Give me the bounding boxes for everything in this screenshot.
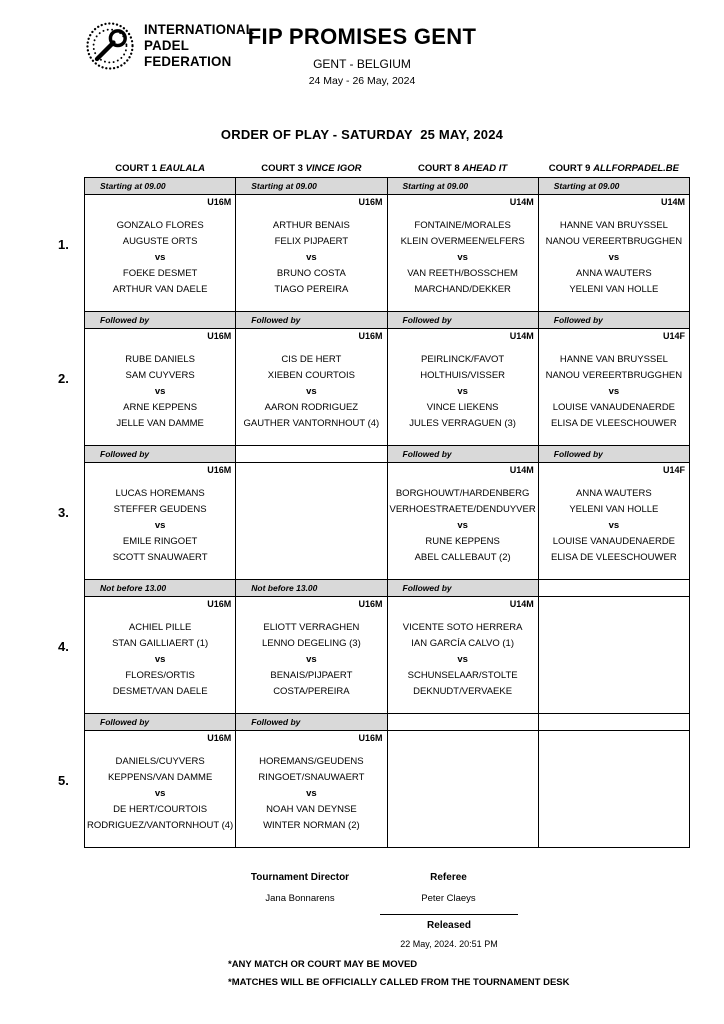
- footer-notes: [228, 956, 569, 992]
- court-header-court-8: [388, 163, 538, 174]
- player-name: RINGOET/SNAUWAERT: [258, 772, 365, 783]
- time-strip: [236, 312, 386, 328]
- player-name: SCOTT SNAUWAERT: [112, 552, 208, 563]
- player-name: NANOU VEREERTBRUGGHEN: [545, 236, 683, 247]
- match-cell: [85, 597, 235, 713]
- vs-label: vs: [154, 386, 166, 397]
- time-strip: [388, 714, 538, 730]
- court-header-court-9: [539, 163, 689, 174]
- player-name: TIAGO PEREIRA: [274, 284, 349, 295]
- match-cell: [388, 329, 538, 445]
- time-strip-label: Followed by: [402, 449, 452, 459]
- document-footer: [0, 872, 724, 1022]
- player-name: EMILE RINGOET: [122, 536, 198, 547]
- time-strip-label: Starting at 09.00: [553, 181, 620, 191]
- vs-label: vs: [154, 654, 166, 665]
- player-name: CIS DE HERT: [281, 354, 342, 365]
- time-strip-label: Followed by: [402, 583, 452, 593]
- vs-label: vs: [154, 252, 166, 263]
- player-name: BRUNO COSTA: [276, 268, 346, 279]
- category-label: U16M: [207, 599, 232, 609]
- round-number: 5.: [58, 772, 69, 788]
- match-cell: [236, 597, 386, 713]
- tournament-location: GENT - BELGIUM: [313, 57, 411, 71]
- category-label: U14M: [509, 599, 534, 609]
- player-name: STAN GAILLIAERT (1): [112, 638, 209, 649]
- player-name: LENNO DEGELING (3): [262, 638, 361, 649]
- time-strip-label: Not before 13.00: [100, 583, 167, 593]
- category-label: U16M: [358, 599, 383, 609]
- match-players: [539, 329, 689, 445]
- court-sponsor: VINCE IGOR: [305, 163, 362, 174]
- vs-label: vs: [457, 386, 468, 397]
- vs-label: vs: [306, 252, 317, 263]
- category-label: U14M: [509, 197, 534, 207]
- player-name: ELISA DE VLEESCHOUWER: [551, 418, 677, 429]
- player-name: VAN REETH/BOSSCHEM: [407, 268, 518, 279]
- player-name: GONZALO FLORES: [116, 220, 204, 231]
- match-cell: [85, 329, 235, 445]
- time-strip-label: Not before 13.00: [251, 583, 318, 593]
- player-name: FELIX PIJPAERT: [274, 236, 349, 247]
- category-label: U16M: [358, 331, 383, 341]
- player-name: LUCAS HOREMANS: [115, 488, 205, 499]
- match-cell: [539, 463, 689, 579]
- player-name: YELENI VAN HOLLE: [569, 284, 659, 295]
- round-number: 4.: [58, 638, 69, 654]
- referee-label: Referee: [430, 872, 467, 883]
- vs-label: vs: [306, 654, 317, 665]
- time-strip-label: Followed by: [553, 449, 603, 459]
- player-name: ACHIEL PILLE: [128, 622, 192, 633]
- player-name: FLORES/ORTIS: [125, 670, 195, 681]
- category-label: U16M: [207, 733, 232, 743]
- vs-label: vs: [457, 252, 468, 263]
- match-players: [85, 195, 235, 311]
- tournament-director-block: [226, 872, 374, 904]
- time-strip: [236, 580, 386, 596]
- time-strip-label: Followed by: [100, 315, 150, 325]
- logo-line-federation: FEDERATION: [144, 52, 232, 69]
- court-name: COURT 3: [261, 163, 306, 174]
- match-cell: [85, 195, 235, 311]
- court-name: COURT 1: [115, 163, 160, 174]
- player-name: HOLTHUIS/VISSER: [420, 370, 506, 381]
- player-name: IAN GARCÍA CALVO (1): [411, 638, 514, 649]
- vs-label: vs: [608, 386, 620, 397]
- vs-label: vs: [154, 520, 166, 531]
- player-name: HOREMANS/GEUDENS: [259, 756, 364, 767]
- player-name: MARCHAND/DEKKER: [414, 284, 511, 295]
- player-name: ELISA DE VLEESCHOUWER: [551, 552, 677, 563]
- player-name: FONTAINE/MORALES: [414, 220, 511, 231]
- time-strip-label: Starting at 09.00: [251, 181, 317, 191]
- note-match-may-be-moved: *ANY MATCH OR COURT MAY BE MOVED: [228, 959, 418, 970]
- court-header-court-1: [85, 163, 235, 174]
- player-name: RODRIGUEZ/VANTORNHOUT (4): [87, 820, 234, 831]
- time-strip: [539, 178, 689, 194]
- player-name: RUNE KEPPENS: [425, 536, 500, 547]
- time-strip: [85, 446, 235, 462]
- time-strip: [85, 580, 235, 596]
- match-cell: [85, 463, 235, 579]
- player-name: COSTA/PEREIRA: [273, 686, 350, 697]
- player-name: VICENTE SOTO HERRERA: [402, 622, 523, 633]
- padel-federation-icon: [84, 20, 136, 72]
- court-sponsor: AHEAD IT: [462, 163, 508, 174]
- match-players: [85, 329, 235, 445]
- player-name: HANNE VAN BRUYSSEL: [559, 220, 668, 231]
- category-label: U14M: [509, 465, 534, 475]
- vs-label: vs: [154, 788, 166, 799]
- player-name: XIEBEN COURTOIS: [267, 370, 356, 381]
- court-sponsor: ALLFORPADEL.BE: [593, 163, 679, 174]
- match-cell: [85, 731, 235, 847]
- player-name: SAM CUYVERS: [125, 370, 195, 381]
- logo-line-international: INTERNATIONAL: [144, 21, 255, 38]
- player-name: HANNE VAN BRUYSSEL: [559, 354, 668, 365]
- match-cell: [539, 329, 689, 445]
- schedule-table: [84, 177, 690, 848]
- match-cell: [388, 463, 538, 579]
- match-cell: [388, 597, 538, 713]
- time-strip: [388, 580, 538, 596]
- match-players: [85, 731, 235, 847]
- category-label: U16M: [358, 197, 383, 207]
- tournament-dates: 24 May - 26 May, 2024: [308, 75, 416, 87]
- match-players: [85, 597, 235, 713]
- match-cell: [539, 195, 689, 311]
- time-strip: [388, 312, 538, 328]
- category-label: U14F: [662, 465, 685, 475]
- time-strip-label: Followed by: [100, 717, 150, 727]
- ipf-logo-text: [144, 22, 254, 69]
- match-players: [539, 463, 689, 579]
- tournament-director-name: Jana Bonnarens: [265, 893, 335, 904]
- player-name: VERHOESTRAETE/DENDUYVER: [389, 504, 536, 515]
- round-number: 3.: [58, 504, 69, 520]
- player-name: DANIELS/CUYVERS: [115, 756, 205, 767]
- referee-name: Peter Claeys: [421, 893, 476, 904]
- round-numbers-column: [58, 156, 84, 848]
- match-players: [236, 597, 386, 713]
- match-players: [388, 329, 538, 445]
- match-players: [539, 195, 689, 311]
- time-strip: [539, 446, 689, 462]
- match-players: [388, 463, 538, 579]
- time-strip: [388, 178, 538, 194]
- time-strip-label: Followed by: [100, 449, 150, 459]
- match-players: [236, 731, 386, 847]
- player-name: NOAH VAN DEYNSE: [266, 804, 357, 815]
- match-cell: [388, 195, 538, 311]
- court-name: COURT 8: [418, 163, 463, 174]
- player-name: DE HERT/COURTOIS: [113, 804, 208, 815]
- player-name: WINTER NORMAN (2): [263, 820, 360, 831]
- match-players: [85, 463, 235, 579]
- player-name: BENAIS/PIJPAERT: [270, 670, 353, 681]
- round-number: 1.: [58, 236, 69, 252]
- player-name: PEIRLINCK/FAVOT: [421, 354, 505, 365]
- player-name: ELIOTT VERRAGHEN: [263, 622, 360, 633]
- player-name: ARTHUR BENAIS: [272, 220, 350, 231]
- time-strip-label: Followed by: [251, 315, 301, 325]
- category-label: U14M: [660, 197, 685, 207]
- player-name: DEKNUDT/VERVAEKE: [413, 686, 513, 697]
- match-players: [388, 597, 538, 713]
- vs-label: vs: [306, 386, 317, 397]
- category-label: U16M: [207, 465, 232, 475]
- time-strip-label: Followed by: [553, 315, 603, 325]
- time-strip-label: Followed by: [402, 315, 452, 325]
- tournament-title: FIP PROMISES GENT: [247, 24, 477, 49]
- court-name: COURT 9: [548, 163, 594, 174]
- player-name: AARON RODRIGUEZ: [264, 402, 359, 413]
- referee-block: [386, 872, 511, 904]
- released-block: [380, 914, 518, 949]
- category-label: U14M: [509, 331, 534, 341]
- time-strip: [236, 178, 386, 194]
- match-cell: [236, 195, 386, 311]
- court-header-court-3: [236, 163, 386, 174]
- player-name: JELLE VAN DAMME: [116, 418, 204, 429]
- player-name: DESMET/VAN DAELE: [112, 686, 208, 697]
- time-strip: [539, 580, 689, 596]
- document-header: [0, 18, 724, 103]
- court-sponsor: EAULALA: [159, 163, 205, 174]
- player-name: VINCE LIEKENS: [426, 402, 499, 413]
- player-name: LOUISE VANAUDENAERDE: [552, 402, 676, 413]
- time-strip-label: Starting at 09.00: [100, 181, 166, 191]
- player-name: ARNE KEPPENS: [123, 402, 198, 413]
- time-strip: [236, 446, 386, 462]
- match-players: [236, 195, 386, 311]
- category-label: U14F: [662, 331, 685, 341]
- vs-label: vs: [608, 252, 620, 263]
- match-cell: [539, 597, 689, 713]
- schedule-column: [84, 156, 690, 848]
- category-label: U16M: [207, 197, 232, 207]
- category-label: U16M: [207, 331, 232, 341]
- time-strip: [388, 446, 538, 462]
- vs-label: vs: [608, 520, 620, 531]
- time-strip: [236, 714, 386, 730]
- player-name: SCHUNSELAAR/STOLTE: [407, 670, 518, 681]
- vs-label: vs: [306, 788, 317, 799]
- match-cell: [539, 731, 689, 847]
- player-name: YELENI VAN HOLLE: [569, 504, 659, 515]
- vs-label: vs: [457, 520, 468, 531]
- player-name: JULES VERRAGUEN (3): [409, 418, 516, 429]
- released-label: Released: [427, 920, 471, 931]
- tournament-director-label: Tournament Director: [250, 872, 350, 883]
- player-name: STEFFER GEUDENS: [113, 504, 207, 515]
- time-strip-label: Followed by: [251, 717, 301, 727]
- note-officially-called: *MATCHES WILL BE OFFICIALLY CALLED FROM THE TOURNAMENT DESK: [228, 977, 570, 988]
- player-name: FOEKE DESMET: [122, 268, 198, 279]
- time-strip: [85, 178, 235, 194]
- order-of-play-title: ORDER OF PLAY - SATURDAY 25 MAY, 2024: [220, 127, 504, 142]
- player-name: KLEIN OVERMEEN/ELFERS: [400, 236, 525, 247]
- time-strip: [539, 714, 689, 730]
- player-name: RUBE DANIELS: [125, 354, 195, 365]
- player-name: ARTHUR VAN DAELE: [112, 284, 208, 295]
- match-cell: [388, 731, 538, 847]
- player-name: ANNA WAUTERS: [576, 268, 652, 279]
- released-timestamp: 22 May, 2024. 20:51 PM: [400, 939, 498, 949]
- vs-label: vs: [457, 654, 468, 665]
- match-cell: [236, 463, 386, 579]
- player-name: BORGHOUWT/HARDENBERG: [395, 488, 530, 499]
- match-players: [388, 195, 538, 311]
- logo-line-padel: PADEL: [144, 37, 190, 54]
- match-players: [236, 329, 386, 445]
- player-name: KEPPENS/VAN DAMME: [107, 772, 213, 783]
- player-name: AUGUSTE ORTS: [122, 236, 198, 247]
- match-cell: [236, 329, 386, 445]
- schedule-area: [58, 156, 690, 848]
- time-strip: [85, 312, 235, 328]
- player-name: ABEL CALLEBAUT (2): [414, 552, 511, 563]
- court-header-row: [84, 156, 690, 174]
- category-label: U16M: [358, 733, 383, 743]
- ipf-logo: [84, 20, 260, 72]
- player-name: GAUTHER VANTORNHOUT (4): [243, 418, 380, 429]
- player-name: ANNA WAUTERS: [576, 488, 652, 499]
- time-strip: [539, 312, 689, 328]
- player-name: NANOU VEREERTBRUGGHEN: [545, 370, 683, 381]
- time-strip-label: Starting at 09.00: [402, 181, 469, 191]
- match-cell: [236, 731, 386, 847]
- round-number: 2.: [58, 370, 69, 386]
- player-name: LOUISE VANAUDENAERDE: [552, 536, 676, 547]
- time-strip: [85, 714, 235, 730]
